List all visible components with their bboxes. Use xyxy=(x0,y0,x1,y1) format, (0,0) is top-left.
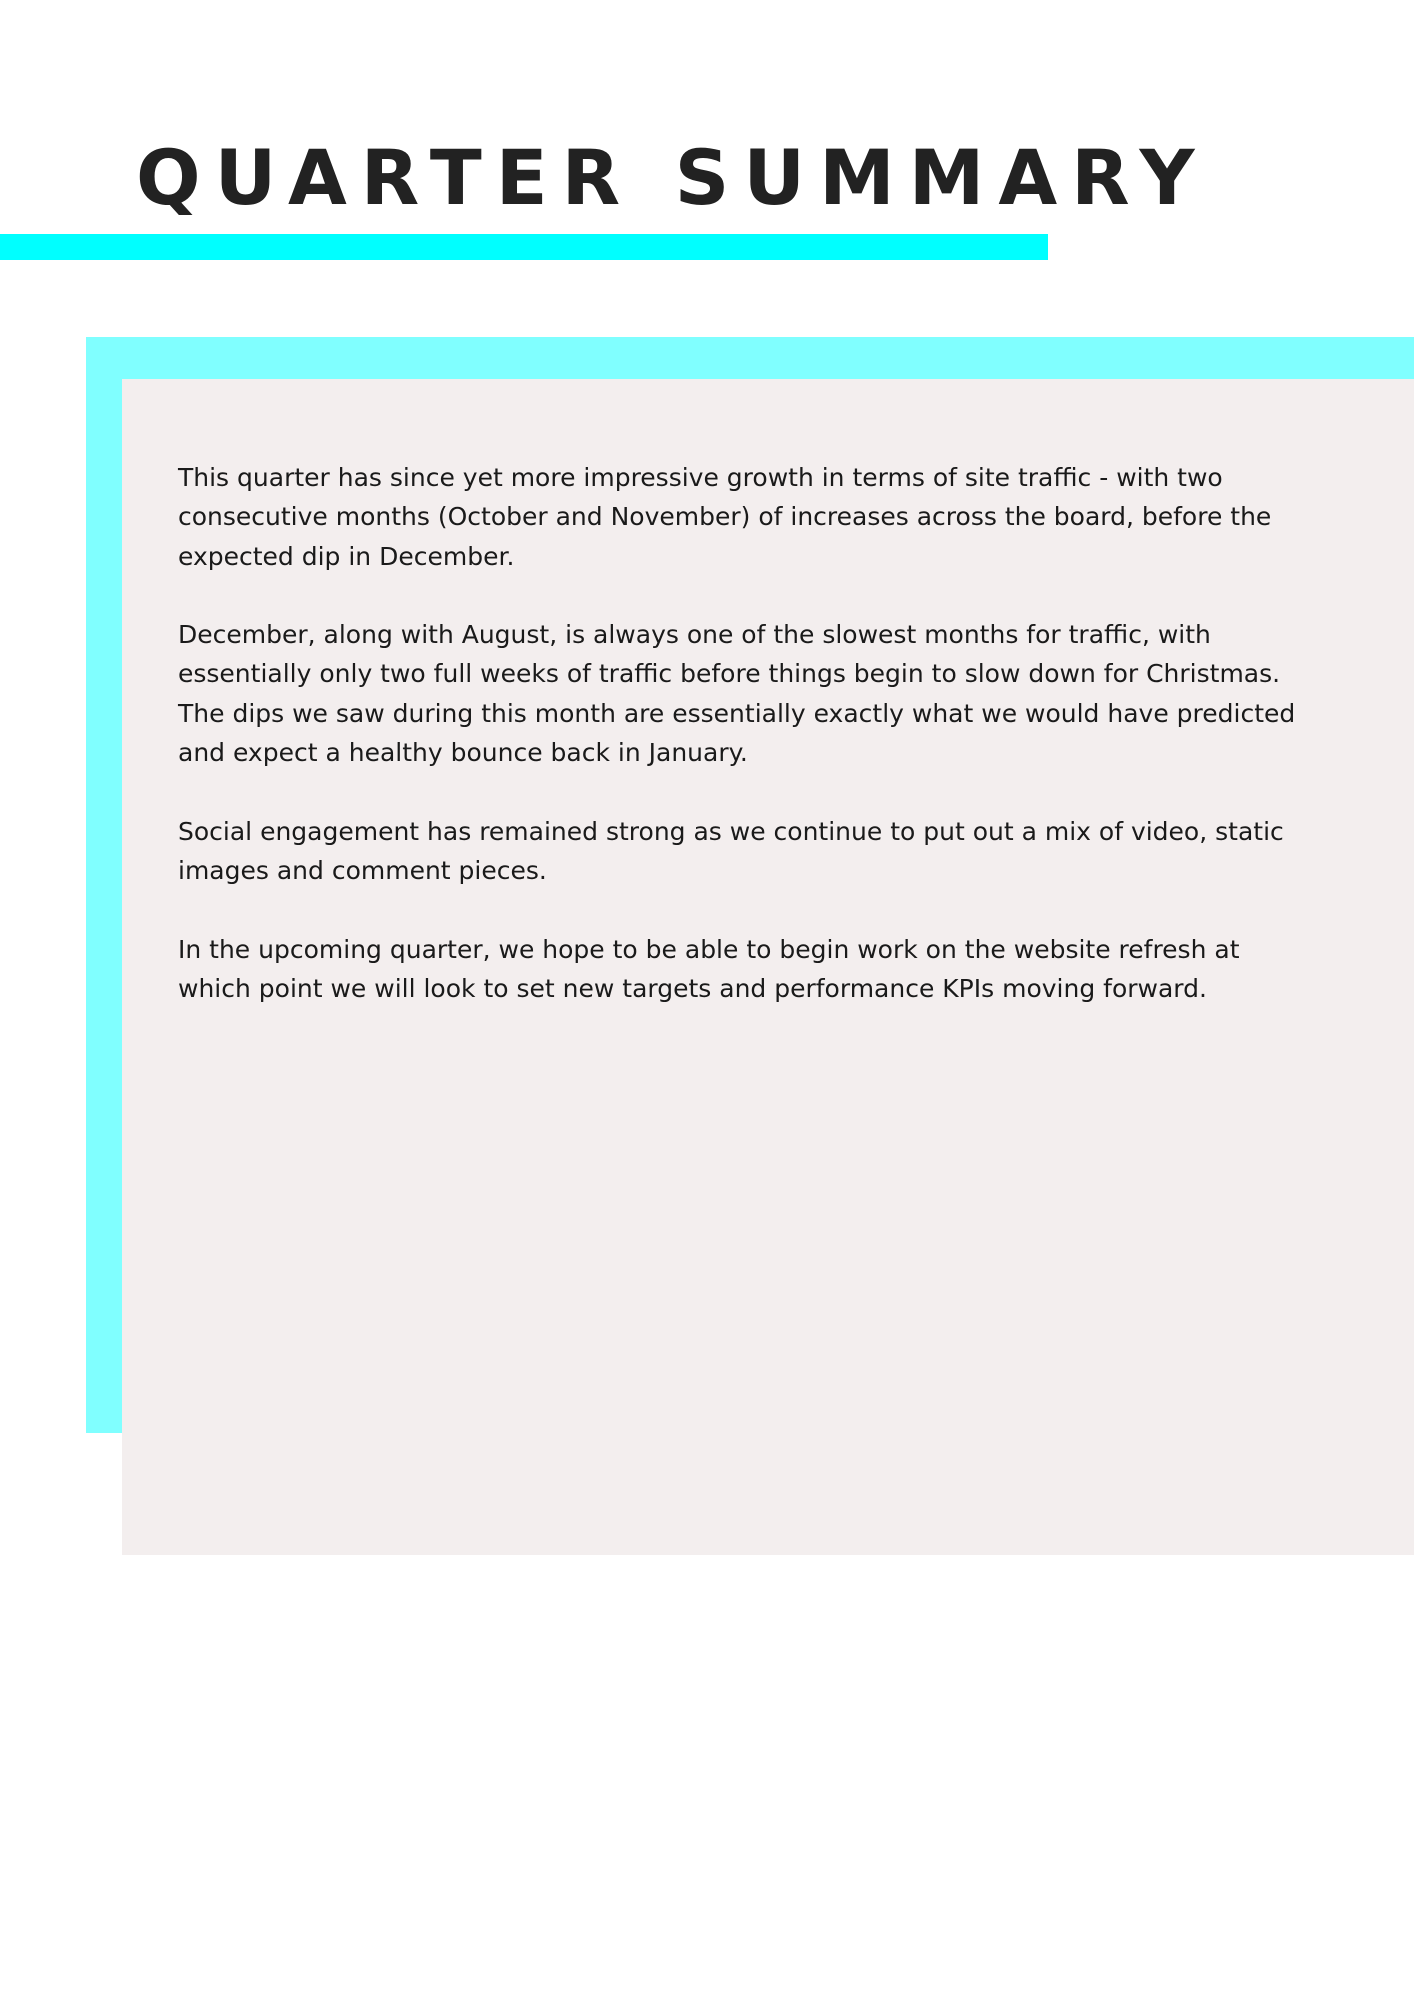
paragraph-traffic-growth: This quarter has since yet more impressive growth in terms of site traffic - with two consecutive months (October and November) of increases across the board, before the expected dip in December. xyxy=(178,463,1272,571)
page-title: QUARTER SUMMARY xyxy=(136,133,1209,222)
paragraph-december-dip: December, along with August, is always one of the slowest months for traffic, with essentially only two full weeks of traffic before things begin to slow down for Christmas. The dips we saw during this month are essentially exactly what we would have predicted and expect a healthy bounce back in January. xyxy=(178,620,1296,768)
summary-text xyxy=(178,458,1318,1047)
paragraph-social-engagement: Social engagement has remained strong as we continue to put out a mix of video, static images and comment pieces. xyxy=(178,816,1284,885)
title-underline-bar xyxy=(0,234,1048,260)
paragraph-upcoming-quarter: In the upcoming quarter, we hope to be able to begin work on the website refresh at which point we will look to set new targets and performance KPIs moving forward. xyxy=(178,934,1240,1003)
